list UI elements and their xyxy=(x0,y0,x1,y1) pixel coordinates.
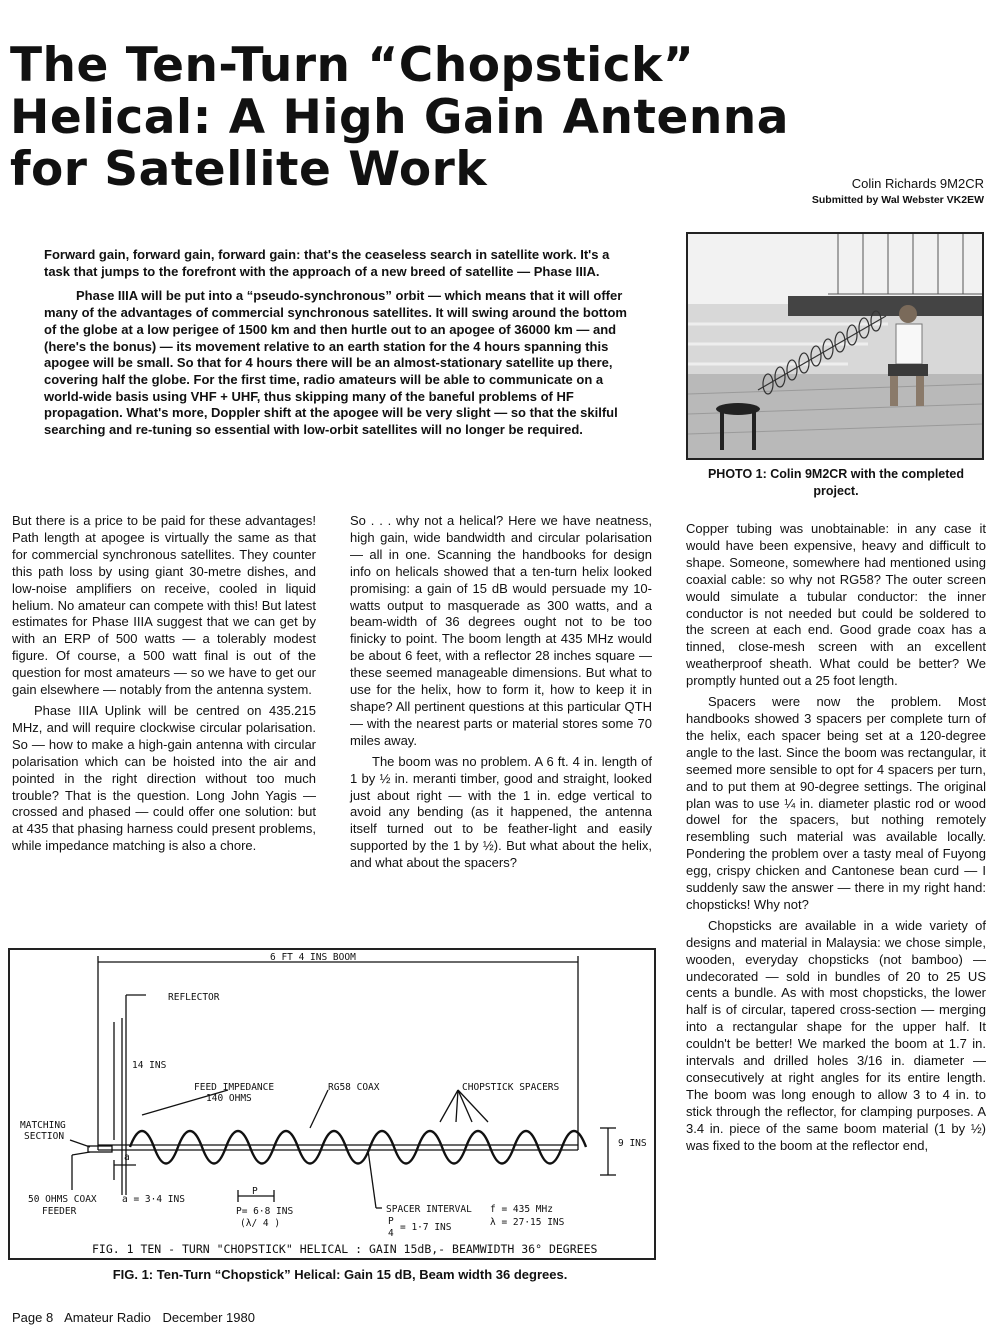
frequency-label: f = 435 MHz xyxy=(490,1204,553,1215)
a-value: a = 3·4 INS xyxy=(122,1194,185,1205)
spacer-4: 4 xyxy=(388,1228,394,1239)
issue-date: December 1980 xyxy=(162,1310,255,1325)
reflector-label: REFLECTOR xyxy=(168,992,220,1003)
helical-antenna-diagram xyxy=(10,950,654,1258)
matching-section-label: MATCHING xyxy=(20,1120,66,1131)
spacer-p: P xyxy=(388,1216,394,1227)
column-2 xyxy=(350,513,652,876)
magazine-name: Amateur Radio xyxy=(64,1310,151,1325)
page-number: Page 8 xyxy=(12,1310,54,1325)
body-paragraph: So . . . why not a helical? Here we have neatness, high gain, wide bandwidth and circular polarisation — all in one. Scanning the handbooks for design info on helicals showed that a ten-turn helix looked promising: a gain of 15 dB would persuade my 10-watts output to masquerade as 300 watts, and a beam-width of 36 degrees ought not to be too finicky to point. The boom length at 435 MHz would be about 6 feet, with a reflector 28 inches square — these seemed manageable dimensions. But what to use for the helix, how to form it, how to keep it in shape? All pertinent questions at this particular QTH — with the nearest parts or material stores some 70 miles away. xyxy=(350,513,652,748)
page-footer xyxy=(12,1310,263,1325)
body-paragraph: But there is a price to be paid for these advantages! Path length at apogee is virtually the same as that for commercial synchronous satellites. They counter this path loss by using giant 30-metre dishes, and low-noise amplifiers on receive, cooled in liquid helium. No amateur can compete with this! But latest estimates for Phase IIIA suggest that we can get by with an ERP of 500 watts — a tolerably modest figure. Of course, a 500 watt final is out of the question for most amateurs — so we have to get our gain elsewhere — notably from the antenna system. xyxy=(12,513,316,698)
body-paragraph: The boom was no problem. A 6 ft. 4 in. length of 1 by ½ in. meranti timber, good and straight, looked just about right — with the 1 in. edge vertical to avoid any bending (as it happened, the antenna itself turned out to be feather-light and easily supported by the 1 by ½). But what about the helix, and what about the spacers? xyxy=(350,753,652,871)
intro-paragraph: Phase IIIA will be put into a “pseudo-synchronous” orbit — which means that it will offer many of the advantages of commercial synchronous satellites. It will swing around the bottom of the globe at a low perigee of 1500 km and then hurtle out to an apogee of 36000 km — and (here's the bonus) — its movement relative to an earth station for the 4 hours spanning this apogee will be small. So that for 4 hours there will be an almost-stationary satellite up there, covering half the globe. For the first time, radio amateurs will be able to communicate on a world-wide basis using VHF + UHF, thus skipping many of the baneful problems of HF propagation. What's more, Doppler shift at the apogee will be very slight — so that the skilful searching and re-tuning so essential with low-orbit satellites will no longer be required. xyxy=(44,288,627,438)
a-label: a xyxy=(124,1152,130,1163)
body-paragraph: Chopsticks are available in a wide variety of designs and material in Malaysia: we chose simple, wooden, everyday chopsticks (not bamboo) — undecorated — sold in bundles of 20 to 25 US cents a bundle. As with most chopsticks, the lower half is of circular, tapered cross-section — merging into a rectangular shape for the upper half. It couldn't be better! We marked the boom at 1.7 in. intervals and drilled holes 3/16 in. diameter — consecutively at right angles for its entire length. The boom was long enough to allow 3 to 4 in. to stick through the reflector, for clamping purposes. A 3.4 in. piece of the same boom material (1 by ½) was fixed to the boom at the reflector end, xyxy=(686,917,986,1153)
p-value: P= 6·8 INS xyxy=(236,1206,294,1217)
coax-label: RG58 COAX xyxy=(328,1082,380,1093)
body-paragraph: Copper tubing was unobtainable: in any case it would have been expensive, heavy and difficult to shape. Someone, somewhere had mentioned using coaxial cable: so why not RG58? The outer screen would simulate a tubular conductor: the inner conductor is not needed but could be soldered to the screen at each end. Good grade coax has a tinned, close-mesh screen with an excellent weatherproof sheath. What could be better? We promptly hunted out a 25 foot length. xyxy=(686,521,986,689)
title-line: The Ten-Turn “Chopstick” xyxy=(10,38,695,93)
body-paragraph: Spacers were now the problem. Most handbooks showed 3 spacers per complete turn of the helix, each spacer being set at a 120-degree angle to the last. Since the boom was rectangular, it seemed more sensible to opt for 4 spacers per turn, and to put them at 90-degree settings. The original plan was to use ¼ in. diameter plastic rod or wood dowel for the spacers, but nothing remotely resembling such material was available locally. Pondering the problem over a tasty meal of Fuyong egg, crispy chicken and Cantonese bean curd — I suddenly saw the answer — there in my right hand: chopsticks! Why not? xyxy=(686,694,986,912)
spacer-interval-label: SPACER INTERVAL xyxy=(386,1204,472,1215)
intro-paragraph: Forward gain, forward gain, forward gain: that's the ceaseless search in satellite work. It's a task that jumps to the forefront with the approach of a new breed of satellite — Phase IIIA. xyxy=(44,247,610,279)
submitted-by: Submitted by Wal Webster VK2EW xyxy=(811,194,984,206)
spacers-label: CHOPSTICK SPACERS xyxy=(462,1082,560,1093)
article-title xyxy=(10,40,1000,196)
spacer-value: = 1·7 INS xyxy=(400,1222,452,1233)
column-3 xyxy=(686,521,986,1159)
column-1 xyxy=(12,513,316,859)
matching-section-label-2: SECTION xyxy=(24,1131,65,1142)
boom-length-label: 6 FT 4 INS BOOM xyxy=(270,952,356,963)
feeder-label-2: FEEDER xyxy=(42,1206,77,1217)
p-lambda: (λ/ 4 ) xyxy=(240,1218,281,1229)
figure-caption: FIG. 1: Ten-Turn “Chopstick” Helical: Gain 15 dB, Beam width 36 degrees. xyxy=(112,1267,568,1282)
author: Colin Richards 9M2CR xyxy=(851,176,984,191)
title-line: for Satellite Work xyxy=(10,142,488,197)
feed-impedance-value: 140 OHMS xyxy=(206,1093,252,1104)
title-line: Helical: A High Gain Antenna xyxy=(10,90,789,145)
p-label: P xyxy=(252,1186,258,1197)
figure-1 xyxy=(8,948,656,1260)
diameter-label: 9 INS xyxy=(618,1138,647,1149)
feed-impedance-label: FEED IMPEDANCE xyxy=(194,1082,275,1093)
reflector-height-label: 14 INS xyxy=(132,1060,167,1071)
feeder-label: 50 OHMS COAX xyxy=(28,1194,97,1205)
photo-illustration xyxy=(688,234,982,458)
body-paragraph: Phase IIIA Uplink will be centred on 435.215 MHz, and will require clockwise circular polarisation. So — how to make a high-gain antenna with circular polarisation which can be hoisted into the air and pointed in the right direction without too much trouble? That is the question. Long John Yagis — crossed and phased — could offer one solution: but at 435 that phasing harness could present problems, while impedance matching is also a chore. xyxy=(12,702,316,854)
wavelength-label: λ = 27·15 INS xyxy=(490,1217,565,1228)
figure-inner-caption: FIG. 1 TEN - TURN "CHOPSTICK" HELICAL : GAIN 15dB,- BEAMWIDTH 36° DEGREES xyxy=(92,1242,598,1256)
byline xyxy=(812,176,984,208)
photo-caption: PHOTO 1: Colin 9M2CR with the completed project. xyxy=(707,467,965,498)
photo-1 xyxy=(686,232,984,460)
intro-standfirst xyxy=(44,247,638,447)
